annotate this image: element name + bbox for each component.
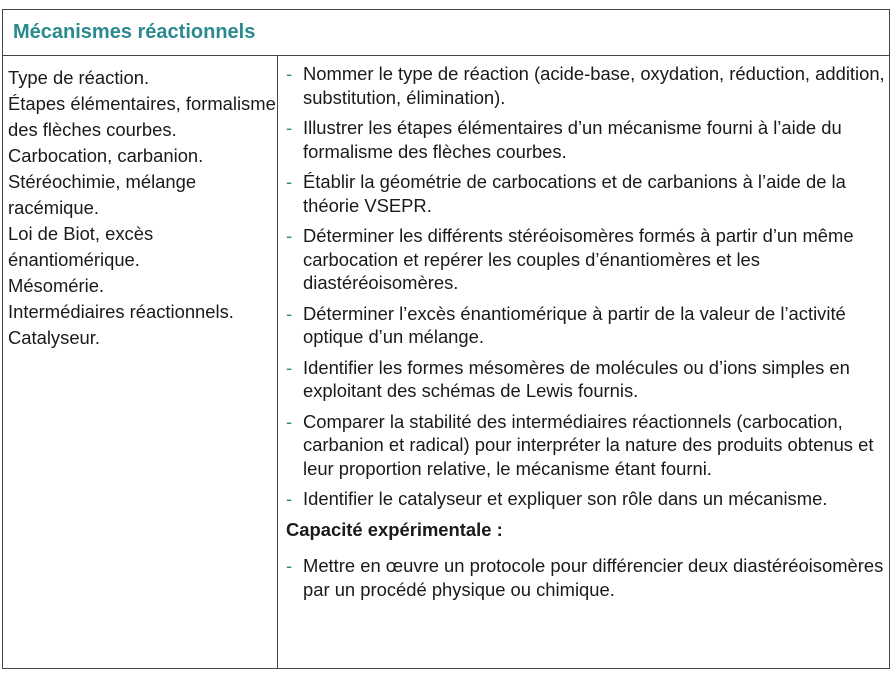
section-title: Capacité expérimentale : [286,518,503,540]
capacity-text: Comparer la stabilité des intermédiaires réactionnels (carbocation, carbanion et radical) pour interpréter la nature des produits obtenus et leur proportion relative, le mécanisme étant fourni. [303,410,874,479]
notion-item: Carbocation, carbanion. [8,145,204,166]
dash-bullet: - [286,63,293,84]
capacity-item [286,410,889,481]
table-title: Mécanismes réactionnels [13,21,256,43]
capacity-item [286,302,889,349]
capacity-text: Mettre en œuvre un protocole pour différencier deux diastéréoisomères par un procédé physique ou chimique. [303,555,884,600]
dash-bullet: - [286,117,293,138]
notion-item: Mésomérie. [8,275,105,296]
table-header [3,10,889,56]
notion-item: Étapes élémentaires, formalisme des flèches courbes. [8,93,276,140]
dash-bullet: - [286,225,293,246]
capacity-text: Identifier le catalyseur et expliquer son rôle dans un mécanisme. [303,488,828,509]
program-table [2,9,890,669]
capacity-item [286,487,889,511]
capacity-text: Identifier les formes mésomères de molécules ou d’ions simples en exploitant des schémas de Lewis fournis. [303,356,850,401]
capacity-item [286,554,889,601]
capacity-text: Déterminer l’excès énantiomérique à partir de la valeur de l’activité optique d’un mélange. [303,302,846,347]
capacities-column [278,56,889,668]
capacity-text: Déterminer les différents stéréoisomères formés à partir d’un même carbocation et repérer les couples d’énantiomères et les diastéréoisomères. [303,225,854,293]
notions-column [3,56,278,668]
notion-item: Intermédiaires réactionnels. [8,301,234,322]
dash-bullet: - [286,410,293,432]
capacity-text: Établir la géométrie de carbocations et de carbanions à l’aide de la théorie VSEPR. [303,171,846,216]
notion-item: Catalyseur. [8,327,100,348]
capacity-item [286,116,889,163]
capacity-item [286,62,889,109]
notion-item: Stéréochimie, mélange racémique. [8,171,197,218]
notion-item: Loi de Biot, excès énantiomérique. [8,223,154,270]
capacity-text: Nommer le type de réaction (acide-base, oxydation, réduction, addition, substitution, élimination). [303,63,885,108]
dash-bullet: - [286,171,293,192]
capacity-item [286,224,889,295]
dash-bullet: - [286,302,293,324]
capacity-item [286,170,889,217]
capacity-text: Illustrer les étapes élémentaires d’un mécanisme fourni à l’aide du formalisme des flèches courbes. [303,117,842,162]
capacity-item [286,356,889,403]
dash-bullet: - [286,555,293,576]
dash-bullet: - [286,488,293,509]
notion-item: Type de réaction. [8,67,150,88]
dash-bullet: - [286,356,293,378]
